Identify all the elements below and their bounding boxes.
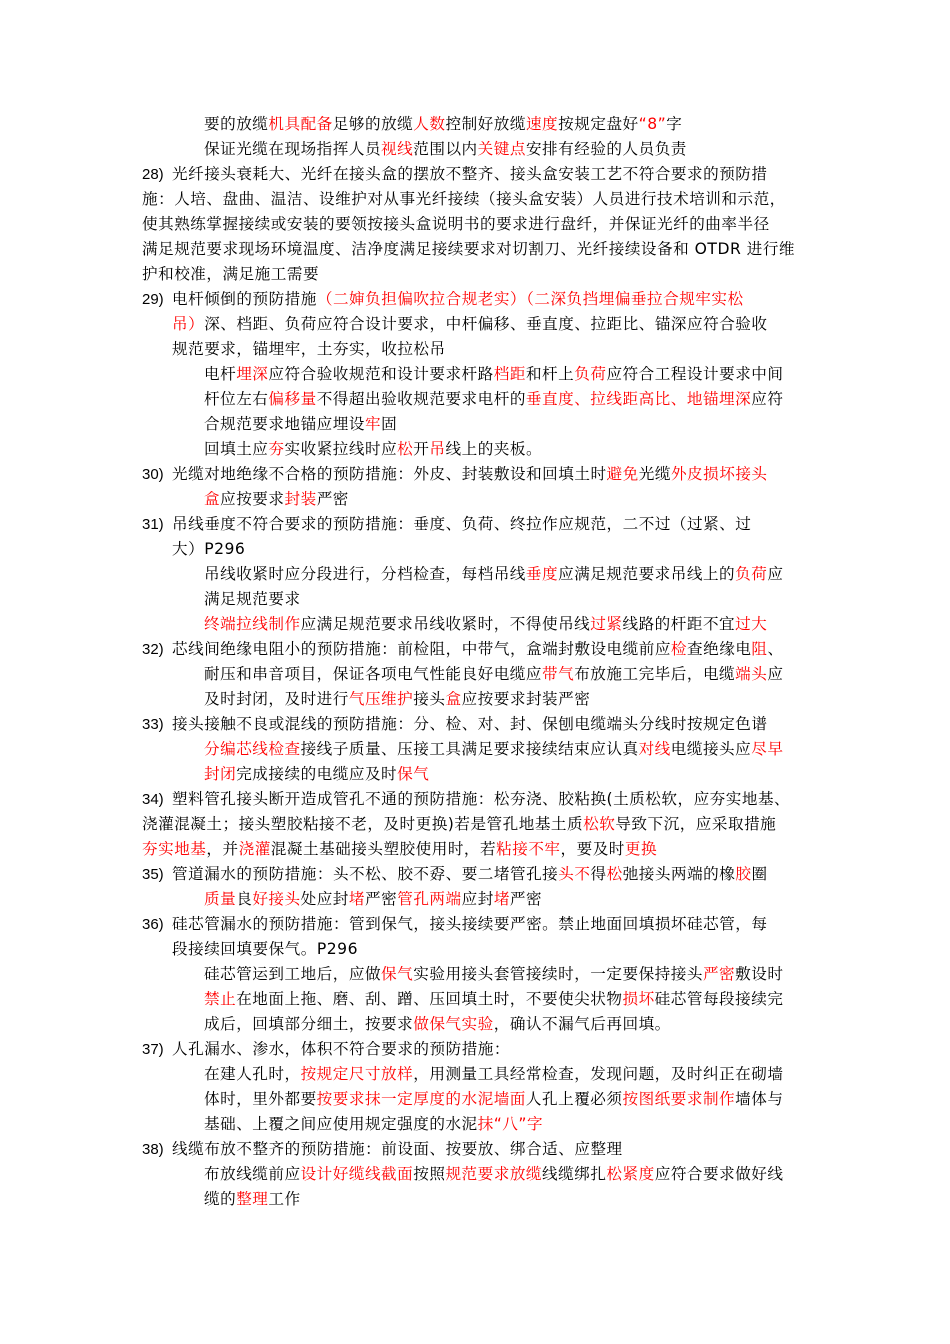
item-number: 30) [142,466,164,483]
highlighted-text: 堵 [348,890,366,908]
highlighted-text: 更换 [624,840,658,858]
text-segment: 杆位左右 [204,390,269,408]
highlighted-text: 吊 [429,440,446,458]
text-segment: 工作 [268,1190,301,1208]
text-segment: 应满足规范要求吊线收紧时，不得使吊线 [300,615,591,633]
text-segment: 不得超出验收规范要求电杆的 [316,390,526,408]
text-line [172,462,768,487]
text-segment: 应 [767,565,784,583]
highlighted-text: 终端拉线制作 [204,615,301,633]
highlighted-text: 吊） [172,315,205,333]
text-line [172,287,744,312]
text-segment: 应符合要求做好线 [654,1165,784,1183]
text-segment: 要的放缆 [204,115,269,133]
highlighted-text: 人数 [413,115,446,133]
highlighted-text: “8” [638,115,667,133]
text-segment: 人孔上覆必须 [525,1090,623,1108]
text-segment: 及时封闭，及时进行 [204,690,349,708]
text-segment: 硅芯管每段接续完 [654,990,784,1008]
highlighted-text: 严密 [702,965,736,983]
highlighted-text: 管孔两端 [397,890,462,908]
item-number: 34) [142,791,164,808]
text-segment: 接头接触不良或混线的预防措施：分、检、对、封、保刨电缆端头分线时按规定色谱 [172,715,768,733]
highlighted-text: （二婶负担偏吹拉合规老实）（二深负挡埋偏垂拉合规牢实松 [316,290,744,308]
text-segment: 应符合验收规范和设计要求杆路 [268,365,494,383]
text-segment: 体时，里外都要 [204,1090,317,1108]
text-line [172,162,767,187]
text-line [204,762,429,787]
highlighted-text: 按规定尺寸放样 [300,1065,414,1083]
highlighted-text: 粘接不牢 [496,840,561,858]
text-line [172,712,767,737]
text-line [204,562,783,587]
highlighted-text: 埋深 [236,365,269,383]
text-segment: 弛接头两端的橡 [622,865,736,883]
text-segment: 线路的杆距不宜 [622,615,736,633]
item-number: 31) [142,516,164,533]
text-segment: 按规定盘好 [558,115,639,133]
text-segment: 回填土应 [204,440,269,458]
highlighted-text: 垂度 [525,565,559,583]
highlighted-text: 视线 [381,140,414,158]
text-segment: 电杆 [204,365,237,383]
text-segment: 接头 [413,690,446,708]
text-line [204,137,687,162]
text-line [172,312,768,337]
text-segment: 、 [767,640,784,658]
highlighted-text: 封闭 [204,765,237,783]
text-segment: 线缆绑扎 [542,1165,607,1183]
text-segment: 耐压和串音项目，保证各项电气性能良好电缆应 [204,665,542,683]
text-line [142,212,770,237]
text-line [172,787,790,812]
highlighted-text: 气压维护 [348,690,414,708]
text-segment: 芯线间绝缘电阻小的预防措施：前检阻，中带气，盒端封敷设电缆前应 [172,640,671,658]
item-number: 38) [142,1141,164,1158]
text-segment: 电缆接头应 [670,740,752,758]
text-line [204,387,783,412]
text-segment: 足够的放缆 [332,115,414,133]
item-number: 36) [142,916,164,933]
highlighted-text: 浇灌 [238,840,271,858]
text-segment: 在地面上拖、磨、刮、蹭、压回填土时，不要使尖状物 [236,990,623,1008]
text-segment: 字 [666,115,683,133]
text-line [172,862,768,887]
text-segment: 线上的夹板。 [445,440,543,458]
text-line [204,737,783,762]
text-segment: 应按要求封装严密 [461,690,591,708]
text-segment: 应满足规范要求吊线上的 [558,565,736,583]
item-number: 37) [142,1041,164,1058]
highlighted-text: 禁止 [204,990,237,1008]
text-line [204,112,682,137]
text-line [172,1137,623,1162]
highlighted-text: 端头 [735,665,768,683]
item-number: 35) [142,866,164,883]
text-line [204,487,349,512]
text-segment: ，确认不漏气后再回填。 [493,1015,671,1033]
text-segment: 接线子质量、压接工具满足要求接续结束应认真 [300,740,639,758]
highlighted-text: 盒 [204,490,221,508]
text-line [204,987,783,1012]
text-segment: 导致下沉，应采取措施 [615,815,777,833]
text-line [204,962,783,987]
highlighted-text: 松软 [583,815,616,833]
text-segment: 满足规范要求现场环境温度、洁净度满足接续要求对切割刀、光纤接续设备和 OTDR 进行维 [142,240,796,258]
text-segment: 保证光缆在现场指挥人员 [204,140,382,158]
text-segment: 布放线缆前应 [204,1165,301,1183]
text-segment: 敷设时 [735,965,784,983]
text-segment: 缆的 [204,1190,237,1208]
text-line [172,637,784,662]
text-line [142,237,795,262]
text-line [172,537,245,562]
text-segment: 应符合工程设计要求中间 [606,365,784,383]
text-segment: 完成接续的电缆应及时 [236,765,398,783]
text-line [204,1187,301,1212]
text-segment: 严密 [365,890,398,908]
item-number: 28) [142,166,164,183]
text-segment: 实收紧拉线时应 [284,440,398,458]
text-segment: 良 [236,890,253,908]
text-line [172,912,767,937]
text-segment: 圈 [751,865,768,883]
text-segment: 电杆倾倒的预防措施 [172,290,317,308]
text-segment: 固 [381,415,398,433]
highlighted-text: 损坏 [622,990,655,1008]
highlighted-text: 夯 [268,440,285,458]
highlighted-text: 过紧 [590,615,623,633]
text-segment: 严密 [316,490,349,508]
text-line [172,937,358,962]
text-line [204,662,783,687]
highlighted-text: 垂直度、拉线距高比、地锚埋深 [525,390,752,408]
highlighted-text: 保气 [397,765,430,783]
text-segment: 大）P296 [172,540,246,558]
text-segment: 光纤接头衰耗大、光纤在接头盒的摆放不整齐、接头盒安装工艺不符合要求的预防措 [172,165,768,183]
text-line [204,1112,543,1137]
highlighted-text: 速度 [525,115,559,133]
highlighted-text: 机具配备 [268,115,333,133]
text-segment: 墙体与 [735,1090,784,1108]
text-segment: 应 [767,665,784,683]
text-segment: 线缆布放不整齐的预防措施：前设面、按要放、绑合适、应整理 [172,1140,623,1158]
text-segment: 硅芯管漏水的预防措施：管到保气，接头接续要严密。禁止地面回填损坏硅芯管，每 [172,915,768,933]
text-segment: 护和校准，满足施工需要 [142,265,320,283]
text-segment: ，用测量工具经常检查，发现问题，及时纠正在砌墙 [413,1065,784,1083]
highlighted-text: 检 [670,640,688,658]
highlighted-text: 阻 [751,640,768,658]
text-line [172,337,446,362]
text-segment: 混凝土基础接头塑胶使用时，若 [270,840,497,858]
text-line [142,837,657,862]
text-segment: 管道漏水的预防措施：头不松、胶不孬、要二堵管孔接 [172,865,559,883]
text-segment: 得 [590,865,607,883]
text-segment: 应按要求 [220,490,285,508]
text-line [204,887,542,912]
text-segment: 基础、上覆之间应使用规定强度的水泥 [204,1115,478,1133]
text-segment: 控制好放缆 [445,115,526,133]
highlighted-text: 负荷 [735,565,768,583]
text-segment: 吊线收紧时应分段进行，分档检查，每档吊线 [204,565,526,583]
text-segment: 和杆上 [525,365,575,383]
text-line [204,1162,783,1187]
text-line [204,1062,783,1087]
text-segment: ，并 [206,840,239,858]
highlighted-text: 封装 [284,490,317,508]
text-line [204,1087,783,1112]
text-line [204,1012,671,1037]
text-segment: 按照 [413,1165,446,1183]
highlighted-text: 负荷 [574,365,607,383]
highlighted-text: 偏移量 [268,390,317,408]
text-segment: 开 [413,440,430,458]
text-line [204,687,590,712]
text-segment: 范围以内 [413,140,478,158]
text-segment: 处应封 [300,890,349,908]
highlighted-text: 胶 [735,865,752,883]
highlighted-text: 过大 [735,615,768,633]
highlighted-text: 松 [606,865,623,883]
highlighted-text: 档距 [493,365,526,383]
text-line [204,612,767,637]
highlighted-text: 头不 [558,865,591,883]
highlighted-text: 夯实地基 [142,840,207,858]
text-segment: 施：人培、盘曲、温洁、设维护对从事光纤接续（接头盒安装）人员进行技术培训和示范， [142,190,786,208]
text-line [142,187,786,212]
highlighted-text: 分编芯线检查 [204,740,301,758]
highlighted-text: 关键点 [477,140,526,158]
text-line [204,437,542,462]
text-segment: 安排有经验的人员负责 [525,140,687,158]
highlighted-text: 按要求抹一定厚度的水泥墙面 [316,1090,526,1108]
text-segment: 使其熟练掌握接续或安装的要领按接头盒说明书的要求进行盘纤，并保证光纤的曲率半径 [142,215,770,233]
highlighted-text: 按图纸要求制作 [622,1090,736,1108]
text-segment: 在建人孔时， [204,1065,301,1083]
text-segment: 吊线垂度不符合要求的预防措施：垂度、负荷、终拉作应规范，二不过（过紧、过 [172,515,752,533]
text-segment: 应符 [751,390,784,408]
text-segment: 实验用接头套管接续时，一定要保持接头 [413,965,703,983]
highlighted-text: 对线 [638,740,671,758]
highlighted-text: 松紧度 [606,1165,655,1183]
highlighted-text: 松 [397,440,414,458]
text-segment: 满足规范要求 [204,590,301,608]
text-segment: 塑料管孔接头断开造成管孔不通的预防措施：松夯浇、胶粘换(土质松软，应夯实地基、 [172,790,791,808]
text-segment: 成后，回填部分细土，按要求 [204,1015,414,1033]
text-line [142,812,776,837]
item-number: 32) [142,641,164,658]
text-line [204,362,783,387]
text-segment: 硅芯管运到工地后，应做 [204,965,382,983]
text-segment: 光缆 [638,465,671,483]
highlighted-text: 尽早 [751,740,784,758]
highlighted-text: 做保气实验 [413,1015,494,1033]
text-segment: 段接续回填要保气。P296 [172,940,359,958]
text-segment: 严密 [509,890,543,908]
highlighted-text: 盒 [445,690,462,708]
highlighted-text: 保气 [381,965,414,983]
text-line [204,412,397,437]
text-line [142,262,319,287]
text-segment: 查绝缘电 [687,640,752,658]
text-segment: 光缆对地绝缘不合格的预防措施：外皮、封装敷设和回填土时 [172,465,607,483]
item-number: 33) [142,716,164,733]
highlighted-text: 设计好缆线截面 [300,1165,414,1183]
text-segment: ，要及时 [560,840,625,858]
text-segment: 规范要求，锚埋牢，土夯实，收拉松吊 [172,340,446,358]
text-segment: 人孔漏水、渗水，体积不符合要求的预防措施： [172,1040,510,1058]
highlighted-text: 避免 [606,465,639,483]
highlighted-text: 带气 [541,665,575,683]
item-number: 29) [142,291,164,308]
highlighted-text: 质量 [204,890,237,908]
text-segment: 布放施工完毕后，电缆 [574,665,736,683]
text-line [204,587,301,612]
text-line [172,512,751,537]
text-segment: 合规范要求地锚应埋设 [204,415,365,433]
highlighted-text: 牢 [364,415,382,433]
highlighted-text: 好接头 [252,890,301,908]
text-line [172,1037,510,1062]
text-segment: 应封 [461,890,494,908]
highlighted-text: 整理 [236,1190,269,1208]
text-segment: 深、档距、负荷应符合设计要求，中杆偏移、垂直度、拉距比、锚深应符合验收 [204,315,768,333]
text-segment: 浇灌混凝土；接头塑胶粘接不老，及时更换)若是管孔地基土质 [142,815,584,833]
highlighted-text: 堵 [493,890,510,908]
highlighted-text: 规范要求放缆 [445,1165,543,1183]
highlighted-text: 外皮损坏接头 [670,465,768,483]
highlighted-text: 抹“八”字 [477,1115,544,1133]
